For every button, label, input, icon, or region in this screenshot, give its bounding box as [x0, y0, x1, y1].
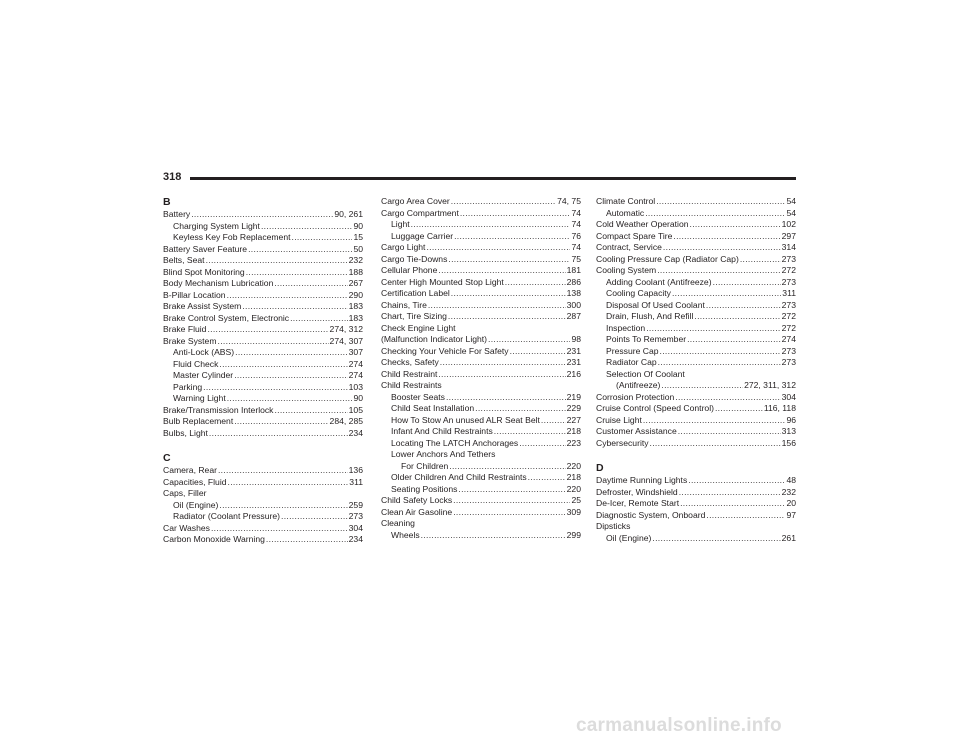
index-subentry: Locating The LATCH Anchorages ..... 223	[381, 438, 581, 450]
index-column-2	[381, 196, 581, 541]
index-entry: Cruise Control (Speed Control) ..... 116, 118	[596, 403, 796, 415]
index-entry: Compact Spare Tire ..... 297	[596, 231, 796, 243]
index-entry: Cooling Pressure Cap (Radiator Cap) ..... 273	[596, 254, 796, 266]
index-entry: (Malfunction Indicator Light) ..... 98	[381, 334, 581, 346]
section-letter-c: C	[163, 452, 171, 464]
index-subentry: Cooling Capacity ..... 311	[596, 288, 796, 300]
watermark: carmanualsonline.info	[576, 715, 782, 736]
index-entry: Belts, Seat ..... 232	[163, 255, 363, 267]
index-subentry: Child Seat Installation ..... 229	[381, 403, 581, 415]
index-entry: Cargo Tie-Downs ..... 75	[381, 254, 581, 266]
index-entry: Brake/Transmission Interlock ..... 105	[163, 405, 363, 417]
index-subentry: Seating Positions ..... 220	[381, 484, 581, 496]
index-entry: Contract, Service ..... 314	[596, 242, 796, 254]
index-entry: Battery ..... 90, 261	[163, 209, 363, 221]
index-subentry: Anti-Lock (ABS) ..... 307	[163, 347, 363, 359]
index-entry: Child Restraints	[381, 380, 442, 390]
index-subentry: Pressure Cap ..... 273	[596, 346, 796, 358]
index-entry: Cybersecurity ..... 156	[596, 438, 796, 450]
index-subentry: Older Children And Child Restraints ..... 218	[381, 472, 581, 484]
index-entry: De-Icer, Remote Start ..... 20	[596, 498, 796, 510]
index-subentry: Inspection ..... 272	[596, 323, 796, 335]
index-entry: Brake Control System, Electronic ..... 183	[163, 313, 363, 325]
index-subentry: Radiator Cap ..... 273	[596, 357, 796, 369]
index-entry: Climate Control ..... 54	[596, 196, 796, 208]
index-entry: Diagnostic System, Onboard ..... 97	[596, 510, 796, 522]
index-subentry: Wheels ..... 299	[381, 530, 581, 542]
index-entry: Brake Assist System ..... 183	[163, 301, 363, 313]
index-entry: Cargo Light ..... 74	[381, 242, 581, 254]
index-entry: Capacities, Fluid ..... 311	[163, 477, 363, 489]
index-entry: Daytime Running Lights ..... 48	[596, 475, 796, 487]
index-entry: Brake System ..... 274, 307	[163, 336, 363, 348]
index-subentry: Drain, Flush, And Refill ..... 272	[596, 311, 796, 323]
section-letter-d: D	[596, 462, 604, 474]
index-entry: Caps, Filler	[163, 488, 207, 498]
page-number: 318	[163, 171, 182, 183]
index-entry: Cleaning	[381, 518, 415, 528]
index-subentry: Fluid Check ..... 274	[163, 359, 363, 371]
index-subentry: For Children ..... 220	[381, 461, 581, 473]
index-subentry: Light ..... 74	[381, 219, 581, 231]
index-subentry: Disposal Of Used Coolant ..... 273	[596, 300, 796, 312]
index-subentry: Automatic ..... 54	[596, 208, 796, 220]
index-entry: Bulb Replacement ..... 284, 285	[163, 416, 363, 428]
index-entry: Check Engine Light	[381, 322, 456, 333]
index-subentry: How To Stow An unused ALR Seat Belt ..... 227	[381, 415, 581, 427]
index-subentry: Keyless Key Fob Replacement ..... 15	[163, 232, 363, 244]
index-entry: Cooling System ..... 272	[596, 265, 796, 277]
index-entry: Center High Mounted Stop Light ..... 286	[381, 277, 581, 289]
index-entry: Checks, Safety ..... 231	[381, 357, 581, 369]
index-entry: Cold Weather Operation ..... 102	[596, 219, 796, 231]
index-entry: Brake Fluid ..... 274, 312	[163, 324, 363, 336]
index-subentry: Selection Of Coolant	[606, 368, 685, 379]
index-subentry: Master Cylinder ..... 274	[163, 370, 363, 382]
index-entry: Chains, Tire ..... 300	[381, 300, 581, 312]
index-entry: Cargo Area Cover ..... 74, 75	[381, 196, 581, 208]
index-entry: Checking Your Vehicle For Safety ..... 231	[381, 346, 581, 358]
index-subentry: Radiator (Coolant Pressure) ..... 273	[163, 511, 363, 523]
index-entry: Certification Label ..... 138	[381, 288, 581, 300]
index-column-3	[596, 196, 796, 544]
index-entry: Clean Air Gasoline ..... 309	[381, 507, 581, 519]
index-entry: Body Mechanism Lubrication ..... 267	[163, 278, 363, 290]
index-entry: Bulbs, Light ..... 234	[163, 428, 363, 440]
index-entry: Dipsticks	[596, 521, 631, 531]
index-entry: Car Washes ..... 304	[163, 523, 363, 535]
index-entry: Carbon Monoxide Warning ..... 234	[163, 534, 363, 546]
index-entry: Customer Assistance ..... 313	[596, 426, 796, 438]
index-subentry: Luggage Carrier ..... 76	[381, 231, 581, 243]
index-subentry: Booster Seats ..... 219	[381, 392, 581, 404]
index-subentry: Lower Anchors And Tethers	[391, 449, 496, 459]
index-entry: Cruise Light ..... 96	[596, 415, 796, 427]
index-entry: Battery Saver Feature ..... 50	[163, 244, 363, 256]
index-entry: Child Safety Locks ..... 25	[381, 495, 581, 507]
index-entry: Chart, Tire Sizing ..... 287	[381, 311, 581, 323]
index-entry: Blind Spot Monitoring ..... 188	[163, 267, 363, 279]
index-subentry: Oil (Engine) ..... 261	[596, 533, 796, 545]
index-subentry: Infant And Child Restraints ..... 218	[381, 426, 581, 438]
index-entry: Child Restraint ..... 216	[381, 369, 581, 381]
index-entry: B-Pillar Location ..... 290	[163, 290, 363, 302]
index-subentry: Adding Coolant (Antifreeze) ..... 273	[596, 277, 796, 289]
index-entry: Corrosion Protection ..... 304	[596, 392, 796, 404]
index-entry: Cargo Compartment ..... 74	[381, 208, 581, 220]
index-entry: Camera, Rear ..... 136	[163, 465, 363, 477]
index-entry: Defroster, Windshield ..... 232	[596, 487, 796, 499]
index-subentry: Points To Remember ..... 274	[596, 334, 796, 346]
index-subentry: (Antifreeze) ..... 272, 311, 312	[596, 380, 796, 392]
index-subentry: Charging System Light ..... 90	[163, 221, 363, 233]
index-entry: Cellular Phone ..... 181	[381, 265, 581, 277]
section-letter-b: B	[163, 196, 171, 208]
index-subentry: Oil (Engine) ..... 259	[163, 500, 363, 512]
index-column-1	[163, 196, 363, 546]
header-rule	[190, 177, 796, 180]
index-subentry: Warning Light ..... 90	[163, 393, 363, 405]
index-subentry: Parking ..... 103	[163, 382, 363, 394]
